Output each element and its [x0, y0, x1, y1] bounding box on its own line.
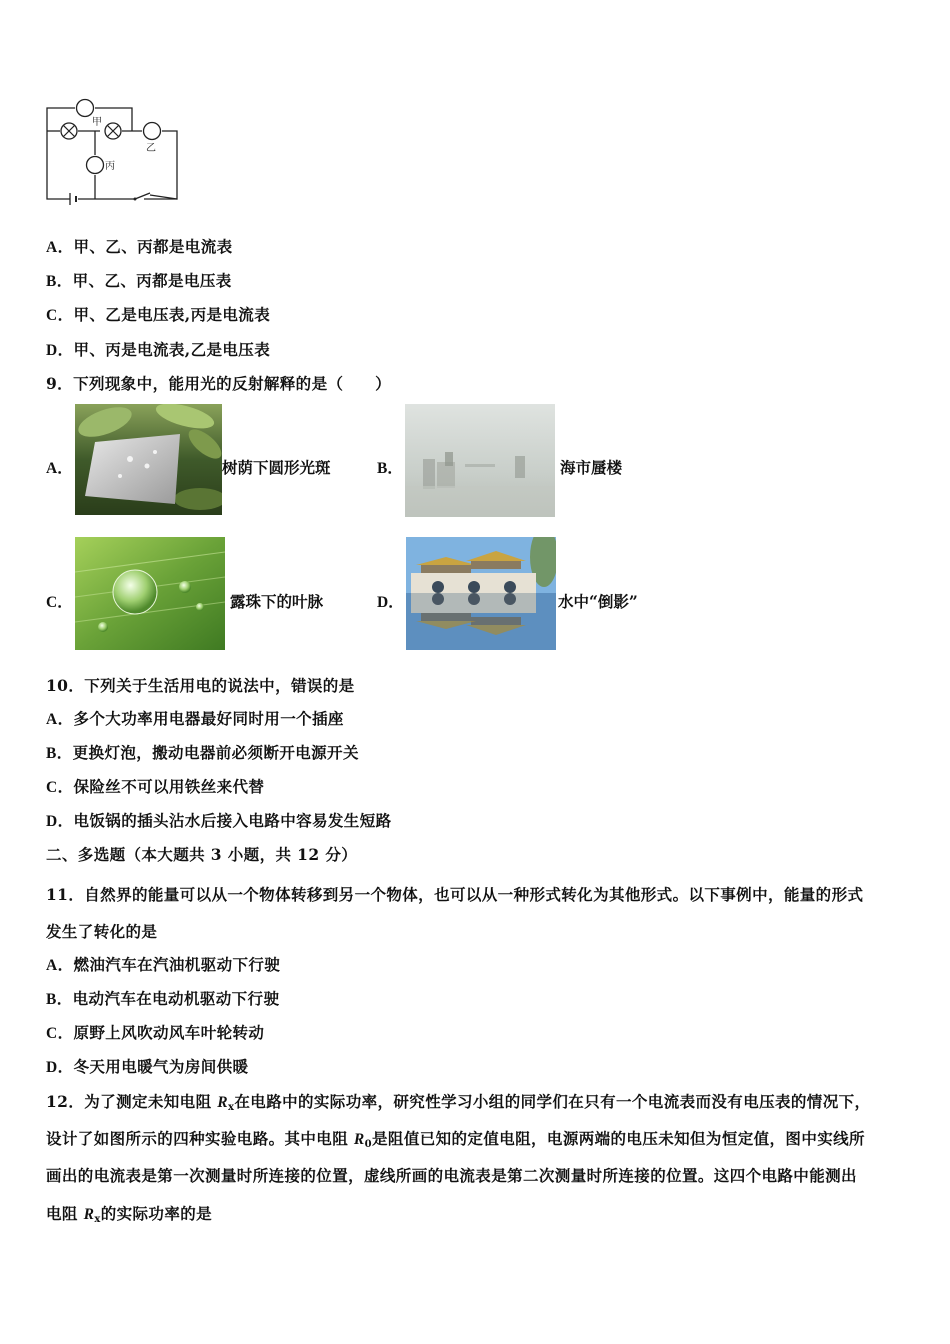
photo-dewdrop-leaf — [75, 537, 225, 650]
q9-option-c-caption: 露珠下的叶脉 — [230, 592, 324, 611]
section-heading: 二、多选题（本大题共 3 小题，共 12 分） — [46, 845, 358, 864]
q9-option-b-letter: B． — [377, 460, 403, 477]
photo-pavilion-reflection — [406, 537, 556, 650]
q8-option-b: B．甲、乙、丙都是电压表 — [46, 271, 232, 290]
q9-option-b-caption: 海市蜃楼 — [560, 458, 623, 477]
q12-stem-line3: 画出的电流表是第一次测量时所连接的位置，虚线所画的电流表是第二次测量时所连接的位置。这四个电路中能测出 — [46, 1166, 857, 1185]
q8-option-a: A．甲、乙、丙都是电流表 — [46, 237, 233, 256]
q11-option-a: A．燃油汽车在汽油机驱动下行驶 — [46, 955, 281, 974]
q10-option-c: C．保险丝不可以用铁丝来代替 — [46, 777, 265, 796]
q12-stem-line4: 电阻 $R_x$的实际功率的是 — [46, 1204, 213, 1225]
q11-option-d: D．冬天用电暖气为房间供暖 — [46, 1057, 249, 1076]
q11-stem-line1: 11．自然界的能量可以从一个物体转移到另一个物体，也可以从一种形式转化为其他形式。以下事例中，能量的形式 — [46, 885, 864, 904]
q11-stem-line2: 发生了转化的是 — [46, 922, 158, 941]
q9-option-d-caption: 水中“倒影” — [558, 592, 638, 611]
label-yi: 乙 — [146, 143, 156, 154]
circuit-diagram — [40, 95, 185, 205]
q10-option-a: A．多个大功率用电器最好同时用一个插座 — [46, 709, 344, 728]
q9-option-d-letter: D． — [377, 594, 404, 611]
photo-leaf-light-spot — [75, 404, 222, 515]
q10-stem: 10．下列关于生活用电的说法中，错误的是 — [46, 676, 355, 695]
q11-option-c: C．原野上风吹动风车叶轮转动 — [46, 1023, 265, 1042]
q11-option-b: B．电动汽车在电动机驱动下行驶 — [46, 989, 280, 1008]
q9-option-a-caption: 树荫下圆形光斑 — [222, 458, 331, 477]
photo-mirage — [405, 404, 555, 517]
q9-option-a-letter: A． — [46, 460, 73, 477]
q10-option-d: D．电饭锅的插头沾水后接入电路中容易发生短路 — [46, 811, 392, 830]
lamp-icon — [61, 123, 77, 139]
q10-option-b: B．更换灯泡，搬动电器前必须断开电源开关 — [46, 743, 359, 762]
q9-option-c-letter: C． — [46, 594, 73, 611]
q9-stem: 9．下列现象中，能用光的反射解释的是（ ） — [46, 374, 392, 393]
lamp-icon — [105, 123, 121, 139]
q12-stem-line2: 设计了如图所示的四种实验电路。其中电阻 $R_0$是阻值已知的定值电阻，电源两端的电压未知但为恒定值，图中实线所 — [46, 1129, 865, 1150]
label-jia: 甲 — [92, 117, 102, 128]
label-bing: 丙 — [105, 161, 115, 172]
q8-option-c: C．甲、乙是电压表,丙是电流表 — [46, 305, 271, 324]
q12-stem-line1: 12．为了测定未知电阻 $R_x$在电路中的实际功率，研究性学习小组的同学们在只有一个电流表而没有电压表的情况下， — [46, 1092, 871, 1113]
q8-option-d: D．甲、丙是电流表,乙是电压表 — [46, 340, 271, 359]
